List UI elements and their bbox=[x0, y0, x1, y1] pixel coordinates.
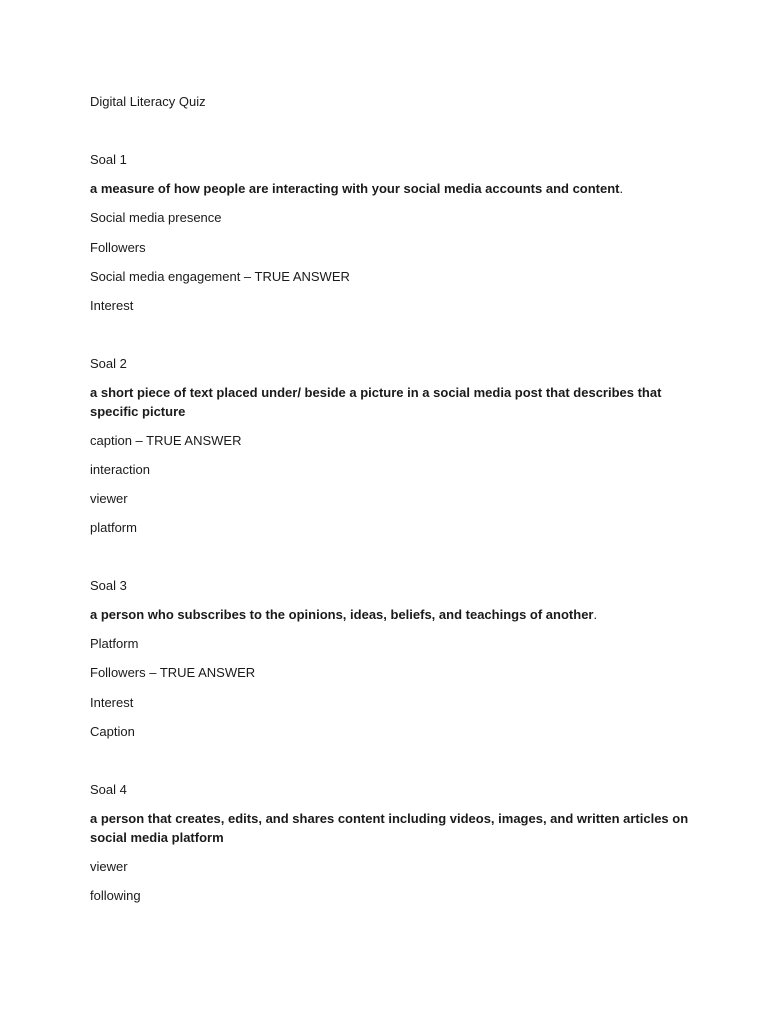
question-4-option-2: following bbox=[90, 888, 141, 903]
question-3-option-1: Platform bbox=[90, 636, 139, 651]
question-1-label: Soal 1 bbox=[90, 152, 127, 167]
question-2-option-1: caption – TRUE ANSWER bbox=[90, 433, 242, 448]
question-1-option-1: Social media presence bbox=[90, 210, 222, 225]
question-4-label: Soal 4 bbox=[90, 782, 127, 797]
question-3-prompt-suffix: . bbox=[593, 607, 598, 622]
question-1-prompt bbox=[90, 179, 623, 198]
question-1-prompt-text: a measure of how people are interacting with your social media accounts and content bbox=[90, 181, 620, 196]
question-1-prompt-suffix: . bbox=[619, 181, 624, 196]
document-title: Digital Literacy Quiz bbox=[90, 94, 206, 109]
question-3-option-3: Interest bbox=[90, 695, 134, 710]
question-1-option-3: Social media engagement – TRUE ANSWER bbox=[90, 269, 350, 284]
question-3-label: Soal 3 bbox=[90, 578, 127, 593]
question-4-prompt: a person that creates, edits, and shares content including videos, images, and written articles on social media platform bbox=[90, 811, 689, 845]
question-3-option-4: Caption bbox=[90, 724, 135, 739]
question-3-prompt bbox=[90, 605, 597, 624]
question-2-option-3: viewer bbox=[90, 491, 128, 506]
question-2-option-2: interaction bbox=[90, 462, 150, 477]
question-4-option-1: viewer bbox=[90, 859, 128, 874]
question-3-prompt-text: a person who subscribes to the opinions, ideas, beliefs, and teachings of another bbox=[90, 607, 594, 622]
question-2-label: Soal 2 bbox=[90, 356, 127, 371]
question-2-prompt: a short piece of text placed under/ beside a picture in a social media post that describes that specific picture bbox=[90, 385, 662, 419]
question-2-option-4: platform bbox=[90, 520, 137, 535]
question-3-option-2: Followers – TRUE ANSWER bbox=[90, 665, 256, 680]
question-1-option-2: Followers bbox=[90, 240, 146, 255]
question-1-option-4: Interest bbox=[90, 298, 134, 313]
